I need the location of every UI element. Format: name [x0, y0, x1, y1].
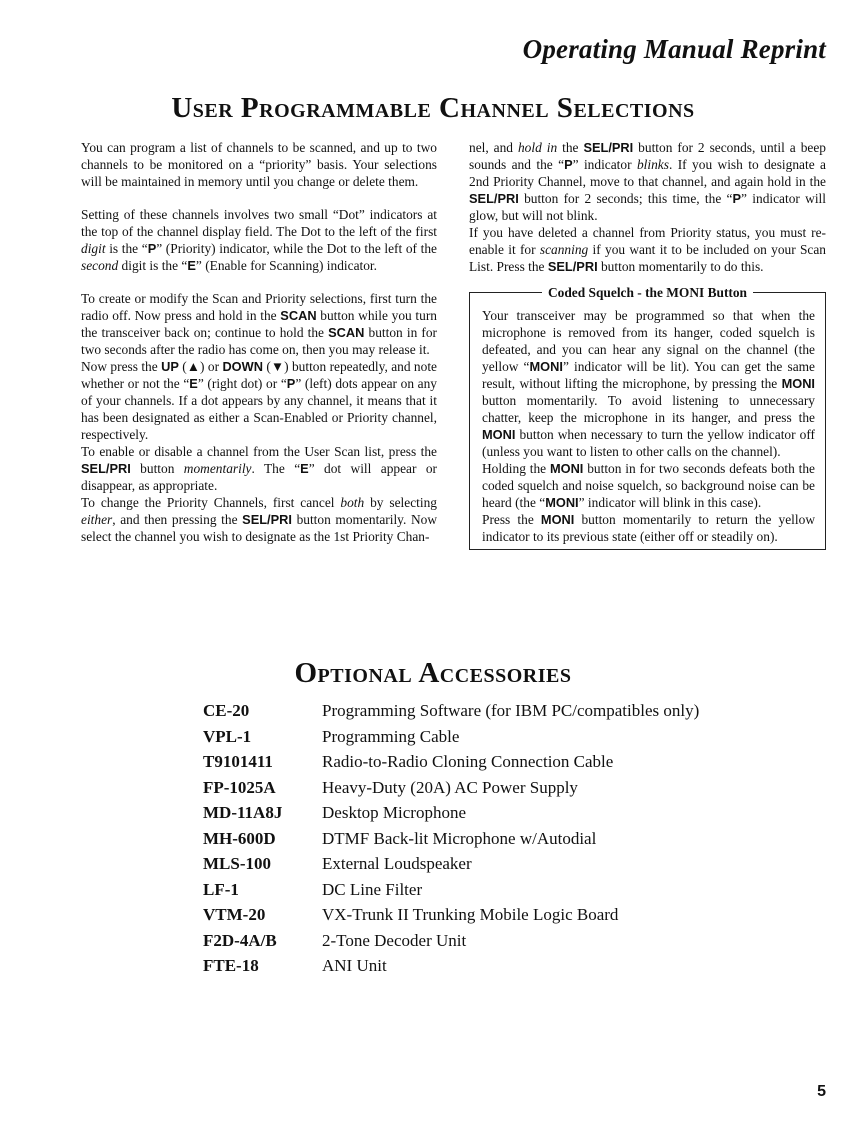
- box-paragraph-1: Your transceiver may be programmed so that when the microphone is removed from its hanger, coded squelch is defeated, and you can hear any signal on the channel (the yellow “MONI” indicator will be lit). You can get the same result, without lifting the microphone, by pressing the MONI button momentarily. To avoid listening to unnecessary chatter, keep the microphone in its hanger, and press the MONI button when necessary to turn the yellow indicator off (unless you want to listen to other calls on the channel).: [482, 308, 815, 459]
- accessory-row: [203, 700, 763, 726]
- accessory-model: VPL-1: [203, 726, 252, 746]
- accessory-row: [203, 802, 763, 828]
- running-header: Operating Manual Reprint: [522, 34, 826, 64]
- section-title: User Programmable Channel Selections: [171, 92, 695, 124]
- accessory-model: VTM-20: [203, 905, 266, 924]
- accessories-title: Optional Accessories: [294, 657, 572, 689]
- re-enable-paragraph: If you have deleted a channel from Priority status, you must re-enable it for scanning if you want it to be included on your Scan List. Press the SEL/PRI button momentarily to do this.: [469, 225, 826, 274]
- accessory-description: Radio-to-Radio Cloning Connection Cable: [322, 752, 614, 771]
- accessory-description: Desktop Microphone: [322, 803, 467, 822]
- box-body: [482, 307, 815, 545]
- dot-indicators-paragraph: Setting of these channels involves two small “Dot” indicators at the top of the channel display field. The Dot to the left of the first digit is the “P” (Priority) indicator, while the Dot to the left of the second digit is the “E” (Enable for Scanning) indicator.: [81, 207, 437, 273]
- accessory-row: [203, 726, 763, 752]
- accessory-model: CE-20: [203, 701, 250, 720]
- accessory-model: F2D-4A/B: [203, 930, 277, 950]
- accessory-model: MD-11A8J: [203, 803, 283, 822]
- accessory-row: [203, 828, 763, 854]
- accessory-model: LF-1: [203, 879, 239, 899]
- accessory-model: FTE-18: [203, 956, 259, 975]
- accessory-row: [203, 853, 763, 879]
- intro-paragraph: You can program a list of channels to be scanned, and up to two channels to be monitored on a “priority” basis. Your selections will be maintained in memory until you change or delete them.: [81, 140, 437, 189]
- accessory-row: [203, 930, 763, 956]
- priority-change-paragraph: To change the Priority Channels, first cancel both by selecting either, and then pressing the SEL/PRI button momentarily. Now select the channel you wish to designate as the 1st Priority Chan-: [81, 495, 438, 544]
- accessory-row: [203, 777, 763, 803]
- up-down-paragraph: Now press the UP (▲) or DOWN (▼) button repeatedly, and note whether or not the “E” (right dot) or “P” (left) dots appear on any of your channels. If a dot appears by any channel, it means that it has been designated as either a Scan-Enabled or Priority channel, respectively.: [81, 359, 437, 442]
- accessory-description: DC Line Filter: [322, 879, 423, 899]
- accessory-description: 2-Tone Decoder Unit: [322, 930, 467, 950]
- accessory-description: External Loudspeaker: [322, 854, 472, 873]
- box-paragraph-3: Press the MONI button momentarily to return the yellow indicator to its previous state (either off or steadily on).: [482, 512, 815, 544]
- coded-squelch-box: [469, 285, 826, 550]
- priority-continue-paragraph: nel, and hold in the SEL/PRI button for 2 seconds, until a beep sounds and the “P” indicator blinks. If you wish to designate a 2nd Priority Channel, move to that channel, and again hold in the SEL/PRI button for 2 seconds; this time, the “P” indicator will glow, but will not blink.: [469, 140, 826, 223]
- accessory-model: T9101411: [203, 752, 273, 771]
- accessory-description: Programming Cable: [322, 726, 460, 746]
- accessory-row: [203, 879, 763, 905]
- accessory-row: [203, 904, 763, 930]
- enable-disable-paragraph: To enable or disable a channel from the User Scan list, press the SEL/PRI button momentarily. The “E” dot will appear or disappear, as appropriate.: [81, 444, 437, 493]
- accessory-model: MLS-100: [203, 854, 271, 873]
- scan-setup-paragraph: To create or modify the Scan and Priority selections, first turn the radio off. Now press and hold in the SCAN button while you turn the transceiver back on; continue to hold the SCAN button in for two seconds after the radio has come on, then you may release it.: [81, 291, 437, 357]
- accessory-model: FP-1025A: [203, 777, 276, 797]
- accessory-description: Heavy-Duty (20A) AC Power Supply: [322, 777, 578, 797]
- accessory-description: VX-Trunk II Trunking Mobile Logic Board: [322, 905, 619, 924]
- accessory-description: ANI Unit: [322, 956, 387, 975]
- accessory-description: DTMF Back-lit Microphone w/Autodial: [322, 828, 597, 848]
- box-paragraph-2: Holding the MONI button in for two seconds defeats both the coded squelch and noise squelch, so background noise can be heard (the “MONI” indicator will blink in this case).: [482, 461, 815, 510]
- accessory-description: Programming Software (for IBM PC/compatibles only): [322, 701, 700, 720]
- right-column: [469, 139, 826, 275]
- accessory-row: [203, 955, 763, 981]
- box-title: Coded Squelch - the MONI Button: [470, 284, 825, 301]
- page-number: 5: [817, 1083, 826, 1100]
- accessory-row: [203, 751, 763, 777]
- accessory-model: MH-600D: [203, 828, 276, 848]
- accessories-list: [203, 700, 763, 981]
- left-column: [81, 139, 437, 545]
